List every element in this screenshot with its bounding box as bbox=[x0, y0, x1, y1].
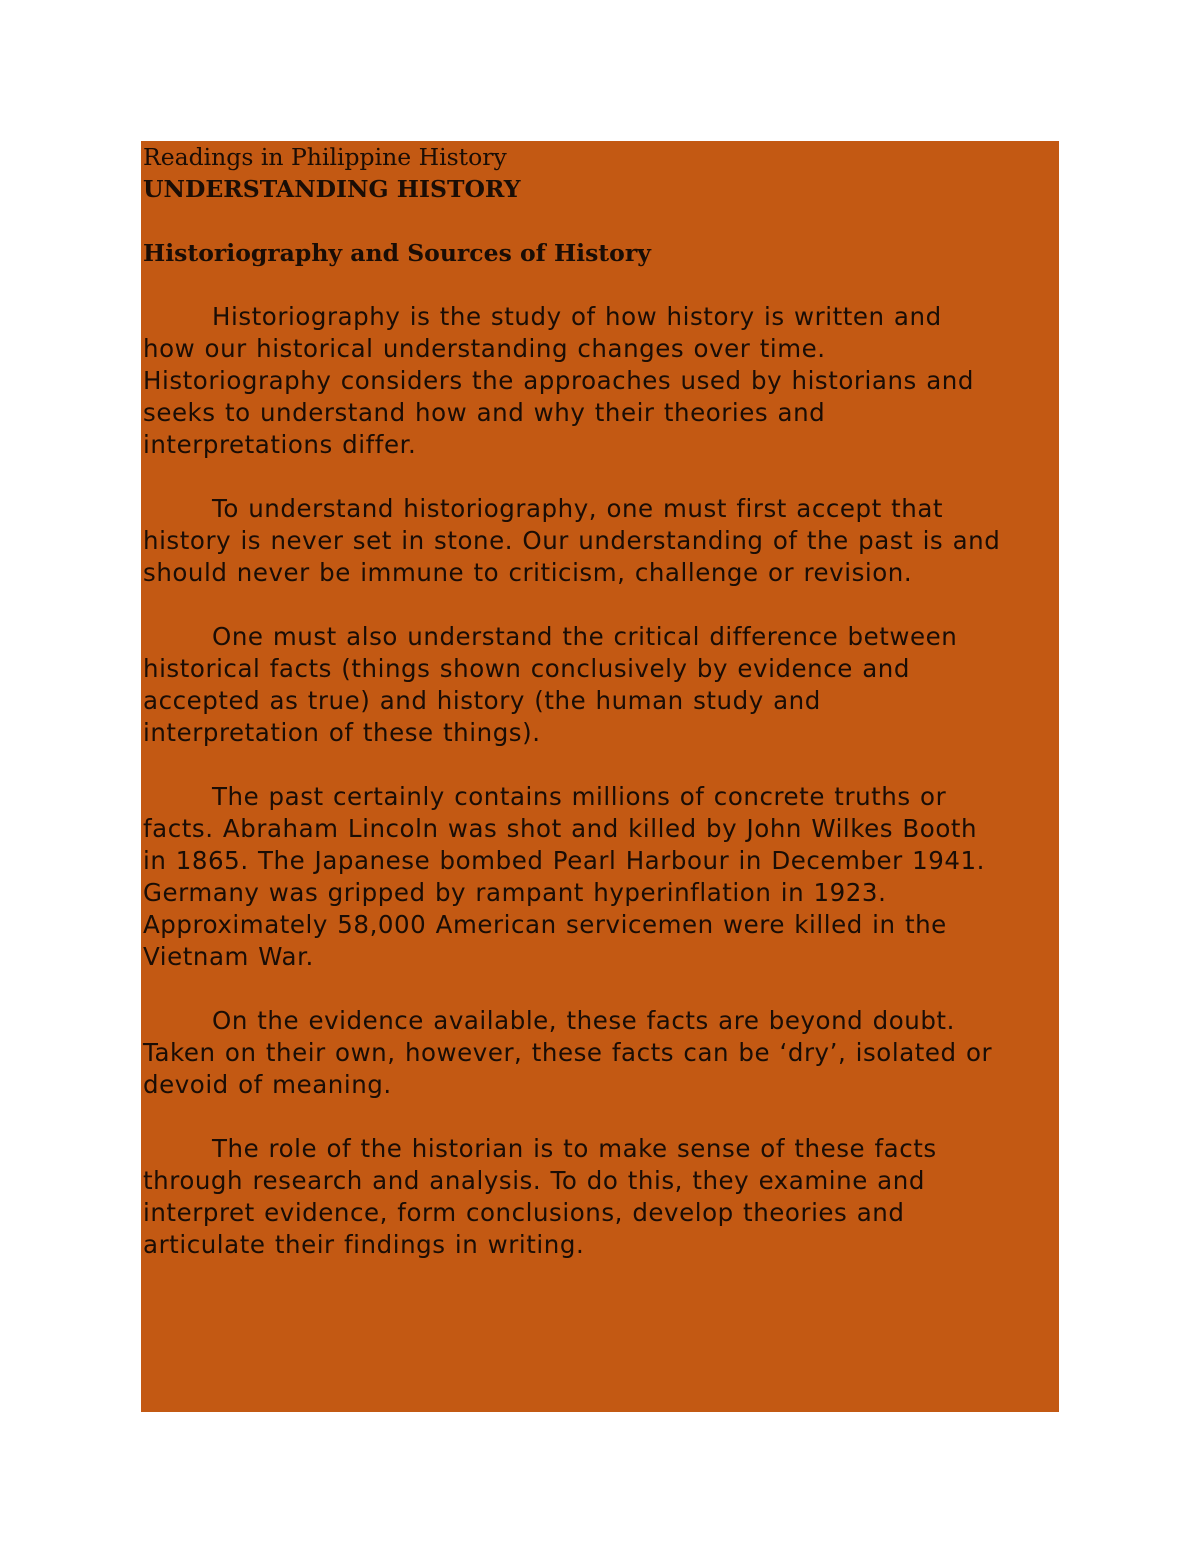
paragraph-line: historical facts (things shown conclusively by evidence and bbox=[143, 654, 910, 683]
paragraph-line: Taken on their own, however, these facts can be ‘dry’, isolated or bbox=[143, 1038, 993, 1067]
section-heading: Historiography and Sources of History bbox=[143, 239, 651, 267]
paragraph-line: On the evidence available, these facts are beyond doubt. bbox=[212, 1006, 955, 1035]
paragraph-line: through research and analysis. To do this, they examine and bbox=[143, 1166, 925, 1195]
paragraph-line: One must also understand the critical difference between bbox=[212, 622, 958, 651]
paragraph-line: interpretations differ. bbox=[143, 430, 417, 459]
paragraph-line: should never be immune to criticism, challenge or revision. bbox=[143, 558, 913, 587]
paragraph-role-of-historian bbox=[143, 1133, 1063, 1261]
paragraph-line: Historiography is the study of how history is written and bbox=[212, 302, 942, 331]
paragraph-facts-vs-history bbox=[143, 621, 1063, 749]
paragraph-facts-beyond-doubt bbox=[143, 1005, 1063, 1101]
document-title: UNDERSTANDING HISTORY bbox=[143, 175, 521, 203]
paragraph-line: Approximately 58,000 American servicemen were killed in the bbox=[143, 910, 947, 939]
paragraph-line: seeks to understand how and why their theories and bbox=[143, 398, 826, 427]
paragraph-concrete-truths bbox=[143, 781, 1063, 973]
paragraph-line: Vietnam War. bbox=[143, 942, 314, 971]
paragraph-line: interpret evidence, form conclusions, develop theories and bbox=[143, 1198, 905, 1227]
paragraph-line: articulate their findings in writing. bbox=[143, 1230, 585, 1259]
document-body bbox=[143, 141, 1063, 1261]
paragraph-line: accepted as true) and history (the human study and bbox=[143, 686, 821, 715]
paragraph-line: Historiography considers the approaches used by historians and bbox=[143, 366, 974, 395]
paragraph-historiography-definition bbox=[143, 301, 1063, 461]
paragraph-line: The past certainly contains millions of concrete truths or bbox=[212, 782, 947, 811]
paragraph-line: history is never set in stone. Our understanding of the past is and bbox=[143, 526, 1001, 555]
paragraph-line: how our historical understanding changes over time. bbox=[143, 334, 826, 363]
paragraph-history-not-set-in-stone bbox=[143, 493, 1063, 589]
paragraph-line: The role of the historian is to make sense of these facts bbox=[212, 1134, 937, 1163]
course-title: Readings in Philippine History bbox=[143, 143, 507, 171]
paragraph-line: interpretation of these things). bbox=[143, 718, 541, 747]
paragraph-line: Germany was gripped by rampant hyperinflation in 1923. bbox=[143, 878, 887, 907]
paragraph-line: devoid of meaning. bbox=[143, 1070, 392, 1099]
paragraph-line: To understand historiography, one must first accept that bbox=[212, 494, 944, 523]
paragraph-line: in 1865. The Japanese bombed Pearl Harbour in December 1941. bbox=[143, 846, 985, 875]
paragraph-line: facts. Abraham Lincoln was shot and killed by John Wilkes Booth bbox=[143, 814, 978, 843]
